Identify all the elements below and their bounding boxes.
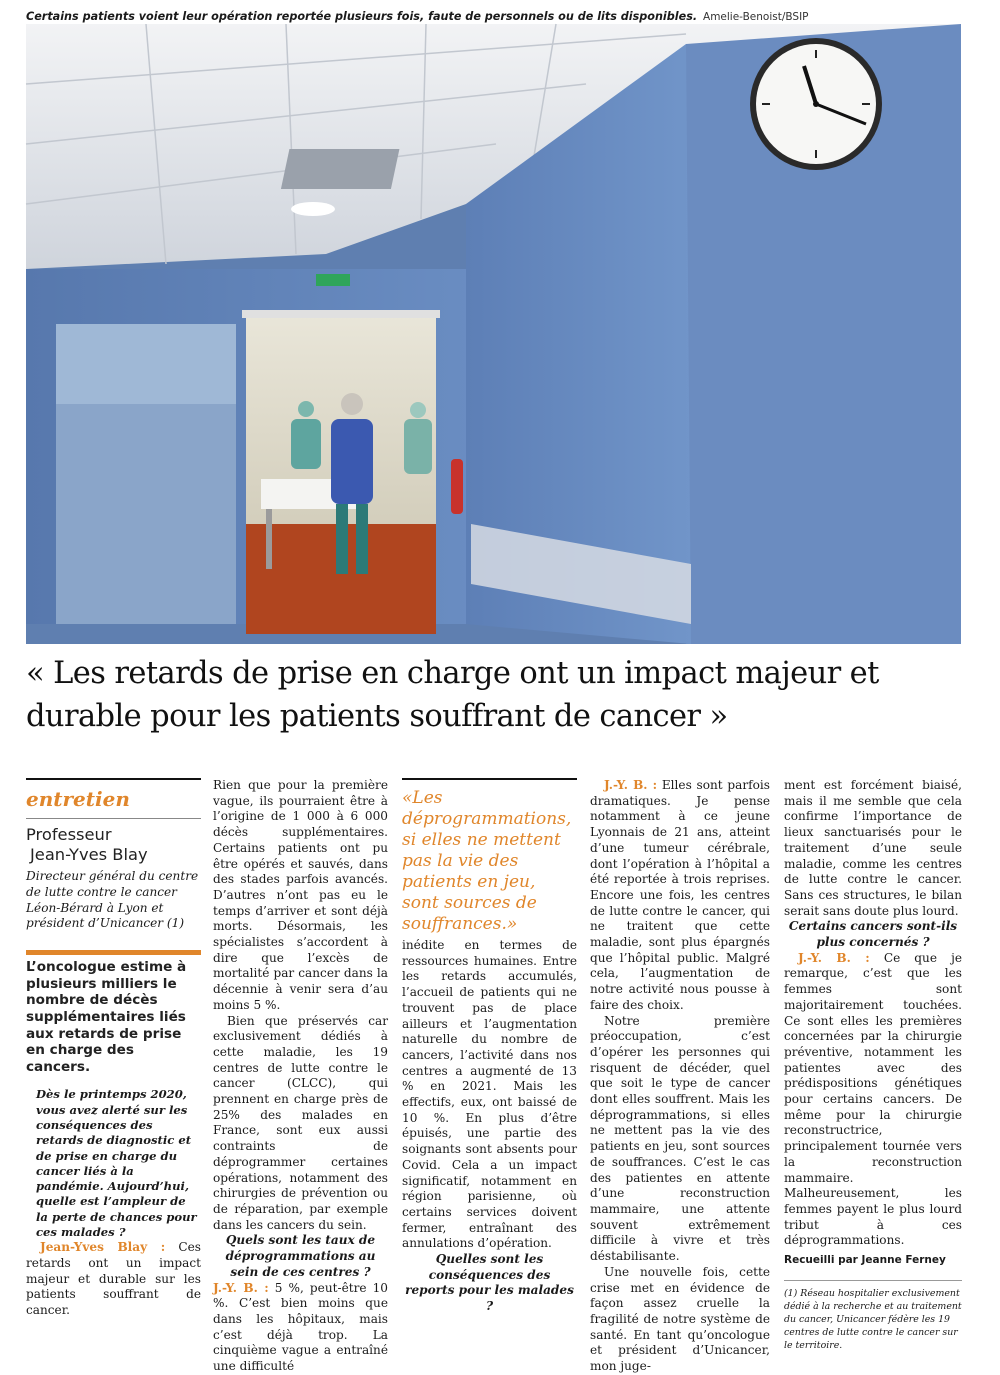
interviewee-fullname: Jean-Yves Blay (30, 845, 148, 864)
surgeon-figure (291, 419, 321, 469)
divider (784, 1280, 962, 1281)
paragraph: Une nouvelle fois, cette crise met en évidence de façon assez cruelle la fragilité de notre système de santé. En tant qu’oncologue et président d’Unicancer, mon juge- (590, 1264, 770, 1374)
answer-text: 5 %, peut-être 10 %. C’est bien moins que dans les hôpitaux, mais c’est déjà trop. La cinquième vague a entraîné une difficulté (213, 1280, 388, 1374)
paragraph: Rien que pour la première vague, ils pourraient être à l’origine de 1 000 à 6 000 décès supplémentaires. Certains patients ont pu être opérés et sauvés, dans des stades parfois avancés. D’autres n’ont pas eu le temps d’arriver et sont déjà morts. Désormais, les spécialistes s’accordent à dire que l’excès de mortalité par cancer dans la décennie à venir sera d’au moins 5 %. (213, 778, 388, 1012)
column-5 (784, 778, 962, 1352)
paragraph: Bien que préservés car exclusivement dédiés à cette maladie, les 19 centres de lutte contre le cancer (CLCC), qui prennent en charge près de 25% des malades en France, sont eux aussi contraints de déprogrammer certaines opérations, notamment des chirurgies de prévention ou de réparation, par exemple dans les cancers du sein. (213, 1013, 388, 1232)
speaker-label: J.-Y. B. : (604, 778, 658, 792)
answer-4 (784, 951, 962, 1249)
article-headline: « Les retards de prise en charge ont un impact majeur et durable pour les patients souffrant de cancer » (26, 656, 879, 734)
photo-credit: Amelie-Benoist/BSIP (703, 11, 809, 23)
paragraph: inédite en termes de ressources humaines. Entre les retards accumulés, l’accueil de patients qui ne trouvent pas de place ailleurs et l’augmentation naturelle du nombre de cancers, l’activité dans nos centres a augmenté de 13 % en 2021. Mais les effectifs, eux, ont baissé de 10 %. En plus d’être épuisés, une partie des soignants sont absents pour Covid. Cela a un impact significatif, notamment en région parisienne, où certains services doivent fermer, entraînant des annulations d’opération. (402, 938, 577, 1251)
speaker-label: J.-Y. B. : (798, 950, 870, 965)
answer-text: Elles sont parfois dramatiques. Je pense notamment à ce jeune Lyonnais de 21 ans, atteint d’une tumeur cérébrale, dont l’opération à l’hôpital a été reportée à trois reprises. Encore une fois, les centres de lutte contre le cancer, qui ne traitent que cette maladie, sont plus épargnés que l’hôpital public. Malgré cela, l’augmentation de notre activité nous pousse à faire des choix. (590, 778, 770, 1012)
photo-caption (26, 10, 966, 24)
staff-figure (404, 419, 432, 474)
interviewee-bio: Directeur général du centre de lutte contre le cancer Léon-Bérard à Lyon et président d’Unicancer (1) (26, 869, 199, 931)
hospital-photo (26, 24, 961, 644)
answer-2 (213, 1281, 388, 1375)
interviewee-name (26, 825, 201, 865)
ceiling-vent (281, 149, 400, 189)
paragraph: ment est forcément biaisé, mais il me semble que cela confirme l’importance de lieux sanctuarisés pour le traitement d’une seule maladie, comme les centres de lutte contre le cancer. Sans ces structures, le bilan serait sans doute plus lourd. (784, 778, 962, 918)
answer-1 (26, 1240, 201, 1319)
column-3 (402, 778, 577, 1315)
article-lead: L’oncologue estime à plusieurs milliers le nombre de décès supplémentaires liés aux retards de prise en charge des cancers. (26, 950, 201, 1075)
question-4: Certains cancers sont-ils plus concernés ? (788, 919, 958, 950)
column-4 (590, 778, 770, 1375)
speaker-label: Jean-Yves Blay : (40, 1240, 166, 1255)
interviewee-title: Professeur (26, 825, 112, 844)
question-1: Dès le printemps 2020, vous avez alerté sur les conséquences des retards de diagnostic et de prise en charge du cancer liés à la pandémie. Aujourd’hui, quelle est l’ampleur de la perte de chances pour ces malades ? (36, 1087, 197, 1240)
ceiling-light (291, 202, 335, 216)
question-2: Quels sont les taux de déprogrammations au sein de ces centres ? (225, 1233, 376, 1279)
nurse-figure (331, 419, 373, 504)
paragraph: Notre première préoccupation, c’est d’opérer les personnes qui risquent de décéder, quel que soit le type de cancer dont elles souffrent. Mais les déprogrammations, si elles ne mettent pas la vie des patients en jeu, sont sources de souffrances. C’est le cas des patientes en attente d’une reconstruction mammaire, une attente souvent extrêmement difficile à vivre et très déstabilisante. (590, 1013, 770, 1264)
question-3: Quelles sont les conséquences des reports pour les malades ? (405, 1252, 574, 1314)
rubric-label: entretien (26, 787, 130, 811)
hospital-corridor-illustration (26, 24, 961, 644)
divider (26, 778, 201, 780)
answer-text: Ce que je remarque, c’est que les femmes sont majoritairement touchées. Ce sont elles les premières concernées par la chirurgie préventive, notamment les patientes avec des prédispositions génétiques pour certains cancers. De même pour la chirurgie reconstructrice, principalement tournée vers la reconstruction mammaire. Malheureusement, les femmes payent le plus lourd tribut à ces déprogrammations. (784, 950, 962, 1248)
wall-clock-icon (750, 38, 882, 170)
speaker-label: J.-Y. B. : (213, 1280, 269, 1295)
answer-3 (590, 778, 770, 1014)
author-signature: Recueilli par Jeanne Ferney (784, 1254, 946, 1267)
pull-quote: «Les déprogrammations, si elles ne mettent pas la vie des patients en jeu, sont sources de souffrances.» (402, 778, 577, 938)
divider (26, 818, 201, 819)
answer-text: Ces retards ont un impact majeur et durable sur les patients souffrant de cancer. (26, 1240, 201, 1318)
fire-extinguisher-icon (451, 459, 463, 514)
column-2 (213, 778, 388, 1375)
caption-text: Certains patients voient leur opération reportée plusieurs fois, faute de personnels ou de lits disponibles. (26, 10, 698, 23)
column-1 (26, 778, 201, 1319)
exit-sign-icon (316, 274, 350, 286)
footnote: (1) Réseau hospitalier exclusivement dédié à la recherche et au traitement du cancer, Unicancer fédère les 19 centres de lutte contre le cancer sur le territoire. (784, 1288, 962, 1352)
